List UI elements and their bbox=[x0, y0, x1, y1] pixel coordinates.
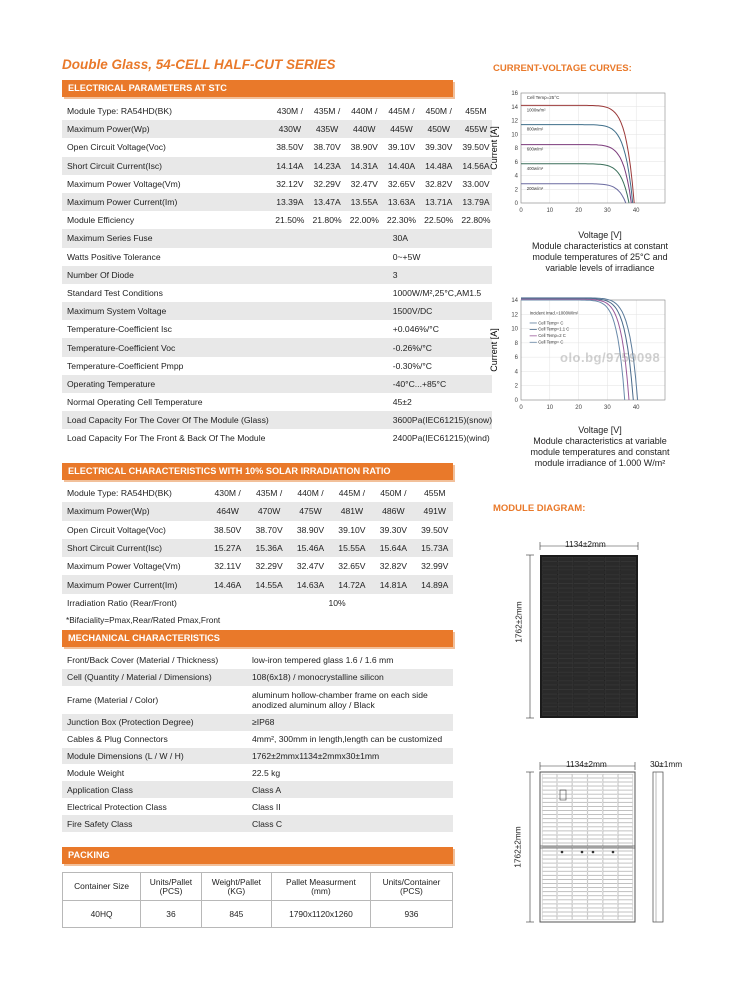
param-value: -40°C...+85°C bbox=[269, 375, 492, 393]
iv-chart-irradiance bbox=[485, 85, 675, 220]
x-tick-label: 30 bbox=[604, 208, 611, 214]
param-value: 13.71A bbox=[418, 193, 455, 211]
param-value: 39.10V bbox=[387, 142, 416, 153]
param-value: 15.73A bbox=[412, 539, 453, 557]
param-value: 450W bbox=[418, 120, 455, 138]
mech-row bbox=[62, 781, 453, 798]
mech-value: low-iron tempered glass 1.6 / 1.6 mm bbox=[252, 655, 394, 666]
y-tick-label: 12 bbox=[511, 312, 518, 319]
y-tick-label: 8 bbox=[514, 146, 518, 152]
param-label: Load Capacity For The Front & Back Of The Module bbox=[67, 433, 266, 444]
param-value: 30A bbox=[269, 229, 492, 247]
param-value: 38.90V bbox=[350, 142, 378, 153]
packing-column-header bbox=[271, 873, 370, 901]
param-value: 3 bbox=[269, 266, 492, 284]
header-line: Container Size bbox=[74, 881, 130, 891]
mech-row bbox=[62, 815, 453, 832]
model-type-label: Module Type: bbox=[67, 106, 119, 117]
param-value: 0~+5W bbox=[392, 251, 421, 262]
packing-header-row bbox=[63, 873, 453, 901]
param-value: 14.14A bbox=[269, 157, 306, 175]
chart1-caption bbox=[505, 230, 695, 274]
series-label: 400w/m² bbox=[526, 165, 544, 171]
x-axis-label: Voltage [V] bbox=[578, 230, 622, 240]
packing-value: 845 bbox=[201, 901, 271, 928]
param-label: Watts Positive Tolerance bbox=[67, 251, 161, 262]
irr-row bbox=[62, 557, 453, 575]
param-label: Operating Temperature bbox=[62, 375, 269, 393]
param-value: 14.89A bbox=[412, 575, 453, 593]
param-value: 22.80% bbox=[461, 215, 491, 226]
irr-ratio-row bbox=[62, 594, 453, 612]
param-value: 486W bbox=[370, 502, 411, 520]
y-tick-label: 10 bbox=[511, 326, 518, 333]
stc-row bbox=[62, 411, 492, 429]
model-header bbox=[246, 484, 287, 502]
packing-column-header bbox=[141, 873, 202, 901]
param-label: Standard Test Conditions bbox=[67, 287, 163, 298]
y-tick-label: 8 bbox=[514, 340, 518, 347]
x-tick-label: 20 bbox=[575, 405, 582, 411]
caption-line: variable levels of irradiance bbox=[545, 263, 655, 273]
param-label: Maximum Power(Wp) bbox=[62, 502, 204, 520]
y-tick-label: 4 bbox=[514, 173, 518, 180]
param-value: 445W bbox=[380, 120, 417, 138]
model-separator: / bbox=[300, 106, 303, 117]
bifaciality-note: *Bifaciality=Pmax,Rear/Rated Pmax,Front bbox=[66, 615, 221, 625]
model-separator: / bbox=[321, 488, 324, 499]
y-axis-label: Current [A] bbox=[489, 328, 499, 372]
param-value: 32.47V bbox=[350, 178, 378, 189]
mech-header: MECHANICAL CHARACTERISTICS bbox=[62, 630, 453, 647]
stc-row bbox=[62, 193, 492, 211]
model-type-cell bbox=[62, 102, 269, 120]
param-value: 32.65V bbox=[387, 178, 416, 189]
mech-row bbox=[62, 652, 453, 669]
packing-column-header bbox=[63, 873, 141, 901]
mech-value: Class A bbox=[247, 781, 453, 798]
module-front-diagram bbox=[525, 540, 655, 725]
irr-model-row bbox=[62, 484, 453, 502]
param-value: 13.39A bbox=[269, 193, 306, 211]
mech-row bbox=[62, 748, 453, 765]
irr-row bbox=[62, 502, 453, 520]
model-type-label: Module Type: RA54HD(BK) bbox=[67, 488, 172, 499]
model-name: 450M bbox=[380, 488, 402, 499]
back-width-label: 1134±2mm bbox=[566, 759, 607, 769]
param-label: Temperature-Coefficient Voc bbox=[62, 338, 269, 356]
stc-row bbox=[62, 157, 492, 175]
mech-value: 1762±2mmx1134±2mmx30±1mm bbox=[247, 748, 453, 765]
model-header bbox=[329, 484, 370, 502]
mech-label: Application Class bbox=[62, 781, 247, 798]
header-line: Units/Container bbox=[382, 876, 441, 887]
curves-title: CURRENT-VOLTAGE CURVES: bbox=[493, 63, 632, 74]
param-value: 14.63A bbox=[287, 575, 328, 593]
mech-row bbox=[62, 798, 453, 815]
model-separator: / bbox=[279, 488, 283, 499]
stc-row bbox=[62, 211, 492, 229]
stc-row bbox=[62, 120, 492, 138]
legend-label: Incident Irrad.=1000W/m² bbox=[529, 310, 579, 316]
param-value: +0.046%/°C bbox=[392, 324, 439, 335]
mech-value: 22.5 kg bbox=[252, 767, 281, 778]
param-value: 15.46A bbox=[287, 539, 328, 557]
mech-label: Front/Back Cover (Material / Thickness) bbox=[67, 655, 219, 666]
param-value: 39.10V bbox=[338, 524, 366, 535]
param-value: 21.50% bbox=[275, 215, 305, 226]
model-header bbox=[412, 484, 453, 502]
param-value: 32.12V bbox=[276, 178, 304, 189]
irr-header: ELECTRICAL CHARACTERISTICS WITH 10% SOLAR IRRADIATION RATIO bbox=[62, 463, 453, 480]
param-value: 14.72A bbox=[329, 575, 370, 593]
param-value: 32.65V bbox=[338, 561, 366, 572]
param-value: 491W bbox=[412, 502, 453, 520]
model-name: 440M bbox=[297, 488, 319, 499]
param-value: 38.70V bbox=[255, 524, 283, 535]
front-width-label: 1134±2mm bbox=[565, 539, 606, 549]
mech-row bbox=[62, 669, 453, 686]
model-name: 450M bbox=[425, 106, 448, 117]
param-label: Irradiation Ratio (Rear/Front) bbox=[67, 597, 177, 608]
param-value: 39.50V bbox=[462, 142, 490, 153]
param-label: Maximum Power Voltage(Vm) bbox=[67, 178, 181, 189]
param-value: 430W bbox=[269, 120, 306, 138]
y-tick-label: 0 bbox=[514, 201, 518, 207]
param-value: -0.30%/°C bbox=[392, 360, 432, 371]
param-value: 15.64A bbox=[370, 539, 411, 557]
chart2-caption bbox=[505, 425, 695, 469]
param-value: 435W bbox=[306, 120, 343, 138]
stc-row bbox=[62, 229, 492, 247]
param-value: 455W bbox=[455, 120, 492, 138]
param-value: 470W bbox=[246, 502, 287, 520]
model-separator: / bbox=[412, 106, 415, 117]
stc-row bbox=[62, 320, 492, 338]
param-value: 32.82V bbox=[379, 561, 407, 572]
mech-value: Class II bbox=[252, 801, 281, 812]
param-value: 22.50% bbox=[424, 215, 454, 226]
stc-row bbox=[62, 266, 492, 284]
packing-column-header bbox=[201, 873, 271, 901]
param-value: 440W bbox=[343, 120, 380, 138]
series-line bbox=[521, 145, 631, 203]
stc-row bbox=[62, 429, 492, 447]
param-value: 3600Pa(IEC61215)(snow) bbox=[269, 411, 492, 429]
back-height-label: 1762±2mm bbox=[512, 826, 523, 868]
stc-row bbox=[62, 175, 492, 193]
param-label: Normal Operating Cell Temperature bbox=[67, 397, 203, 408]
param-label: Short Circuit Current(Isc) bbox=[62, 157, 269, 175]
param-value: 14.23A bbox=[306, 157, 343, 175]
header-line: (mm) bbox=[311, 885, 331, 896]
y-tick-label: 4 bbox=[514, 369, 518, 376]
param-value: 22.30% bbox=[386, 215, 417, 226]
header-line: Units/Pallet bbox=[149, 876, 193, 887]
y-axis-label: Current [A] bbox=[489, 126, 499, 170]
param-value: 481W bbox=[329, 502, 370, 520]
param-value: 14.46A bbox=[204, 575, 245, 593]
param-value: 1000W/M²,25°C,AM1.5 bbox=[392, 287, 482, 298]
module-back-diagram bbox=[525, 760, 695, 930]
packing-value: 36 bbox=[141, 901, 202, 928]
stc-row bbox=[62, 338, 492, 356]
param-value: 32.11V bbox=[214, 561, 241, 572]
param-value: 13.79A bbox=[455, 193, 492, 211]
param-value: 39.30V bbox=[379, 524, 407, 535]
param-value: 39.30V bbox=[425, 142, 453, 153]
header-line: (PCS) bbox=[159, 885, 183, 896]
irr-row bbox=[62, 521, 453, 539]
model-name: 440M bbox=[351, 106, 373, 117]
param-value: 14.56A bbox=[455, 157, 492, 175]
stc-row bbox=[62, 393, 492, 411]
mech-label: Cell (Quantity / Material / Dimensions) bbox=[62, 669, 247, 686]
series-label: 600w/m² bbox=[526, 146, 544, 152]
param-value: 38.50V bbox=[214, 524, 242, 535]
y-tick-label: 6 bbox=[514, 355, 518, 362]
mech-label: Module Weight bbox=[67, 767, 125, 778]
x-tick-label: 0 bbox=[519, 208, 523, 214]
y-tick-label: 10 bbox=[511, 132, 518, 139]
irr-row bbox=[62, 575, 453, 593]
model-name: 455M bbox=[424, 488, 446, 499]
param-value: 22.00% bbox=[349, 215, 379, 226]
legend-label: Cell Temp=25°C bbox=[526, 95, 560, 101]
param-label: Number Of Diode bbox=[62, 266, 269, 284]
y-tick-label: 6 bbox=[514, 159, 518, 166]
series-label: 200w/m² bbox=[526, 185, 544, 191]
model-name: 445M bbox=[338, 488, 361, 499]
model-header bbox=[418, 102, 455, 120]
model-name: 430M bbox=[214, 488, 237, 499]
y-tick-label: 14 bbox=[511, 298, 518, 304]
param-value: 14.55A bbox=[246, 575, 287, 593]
header-line: Weight/Pallet bbox=[211, 876, 261, 887]
x-tick-label: 20 bbox=[575, 208, 582, 214]
param-label: Load Capacity For The Cover Of The Module (Glass) bbox=[62, 411, 269, 429]
model-separator: / bbox=[375, 106, 378, 117]
model-name: 445M bbox=[388, 106, 410, 117]
packing-value: 1790x1120x1260 bbox=[271, 901, 370, 928]
series-label: 1000w/m² bbox=[526, 107, 546, 113]
model-header bbox=[380, 102, 417, 120]
stc-row bbox=[62, 138, 492, 156]
page-title: Double Glass, 54-CELL HALF-CUT SERIES bbox=[62, 57, 336, 72]
mech-label: Module Dimensions (L / W / H) bbox=[62, 748, 247, 765]
mech-value: Class C bbox=[247, 815, 453, 832]
model-separator: / bbox=[449, 106, 452, 117]
y-tick-label: 14 bbox=[511, 104, 518, 111]
y-tick-label: 16 bbox=[511, 91, 518, 97]
model-separator: / bbox=[238, 488, 241, 499]
y-tick-label: 0 bbox=[514, 398, 518, 404]
x-axis-label: Voltage [V] bbox=[578, 425, 622, 435]
series-label: Cell Temp=2 C bbox=[538, 333, 566, 339]
stc-row bbox=[62, 248, 492, 266]
series-label: 800w/m² bbox=[526, 126, 544, 132]
mech-value bbox=[247, 686, 453, 714]
model-header bbox=[306, 102, 343, 120]
mech-value: ≥IP68 bbox=[247, 714, 453, 731]
y-tick-label: 12 bbox=[511, 118, 518, 125]
x-tick-label: 40 bbox=[632, 405, 640, 411]
model-header bbox=[287, 484, 328, 502]
model-name: 430M bbox=[276, 106, 299, 117]
watermark: olo.bg/9759098 bbox=[560, 350, 661, 365]
model-separator: / bbox=[404, 488, 407, 499]
series-label: Cell Temp= C bbox=[538, 320, 564, 326]
param-label: Maximum Power(Wp) bbox=[62, 120, 269, 138]
mech-row bbox=[62, 686, 453, 714]
y-tick-label: 2 bbox=[514, 383, 518, 390]
param-value: 15.36A bbox=[246, 539, 287, 557]
param-value: 14.31A bbox=[343, 157, 380, 175]
param-value: 32.47V bbox=[296, 561, 325, 572]
y-tick-label: 2 bbox=[514, 187, 518, 194]
stc-row bbox=[62, 302, 492, 320]
caption-line: module irradiance of 1.000 W/m² bbox=[534, 458, 666, 468]
param-value: 32.29V bbox=[255, 561, 283, 572]
mech-label: Electrical Protection Class bbox=[67, 801, 167, 812]
packing-value: 40HQ bbox=[63, 901, 141, 928]
model-name: 435M bbox=[255, 488, 278, 499]
mech-table bbox=[62, 652, 453, 832]
stc-table bbox=[62, 102, 492, 448]
param-value: 39.50V bbox=[421, 524, 449, 535]
mech-row bbox=[62, 714, 453, 731]
param-label: Maximum System Voltage bbox=[62, 302, 269, 320]
param-value: 10% bbox=[328, 597, 346, 608]
model-separator: / bbox=[362, 488, 366, 499]
param-value: 15.55A bbox=[329, 539, 370, 557]
stc-row bbox=[62, 375, 492, 393]
model-header bbox=[269, 102, 306, 120]
stc-row bbox=[62, 357, 492, 375]
param-value: 21.80% bbox=[312, 215, 342, 226]
param-value: 13.55A bbox=[343, 193, 380, 211]
mech-label: Fire Safety Class bbox=[62, 815, 247, 832]
x-tick-label: 40 bbox=[632, 208, 640, 214]
thickness-label: 30±1mm bbox=[650, 759, 683, 769]
caption-line: Module characteristics at constant bbox=[531, 241, 669, 251]
irr-table bbox=[62, 484, 453, 612]
header-line: (KG) bbox=[227, 885, 246, 896]
param-value: 14.81A bbox=[370, 575, 411, 593]
model-separator: / bbox=[337, 106, 341, 117]
param-label: Open Circuit Voltage(Voc) bbox=[67, 142, 166, 153]
x-tick-label: 30 bbox=[604, 405, 611, 411]
mech-label: Frame (Material / Color) bbox=[67, 694, 159, 705]
mech-row bbox=[62, 731, 453, 748]
model-name: 435M bbox=[313, 106, 336, 117]
x-tick-label: 0 bbox=[519, 405, 523, 411]
model-header bbox=[343, 102, 380, 120]
param-value: 13.63A bbox=[380, 193, 417, 211]
param-value: 475W bbox=[287, 502, 328, 520]
model-type-value: RA54HD(BK) bbox=[120, 106, 172, 117]
caption-line: Module characteristics at variable bbox=[533, 436, 667, 446]
irr-row bbox=[62, 539, 453, 557]
x-tick-label: 10 bbox=[546, 208, 554, 214]
mech-value-line: aluminum hollow-chamber frame on each side bbox=[252, 689, 428, 700]
param-value: 14.48A bbox=[418, 157, 455, 175]
caption-line: module temperatures and constant bbox=[530, 447, 670, 457]
mech-label: Junction Box (Protection Degree) bbox=[62, 714, 247, 731]
param-value: 13.47A bbox=[306, 193, 343, 211]
packing-header: PACKING bbox=[62, 847, 453, 864]
mech-value: 4mm², 300mm in length,length can be customized bbox=[252, 734, 443, 745]
param-label: Maximum Power Current(Im) bbox=[62, 575, 204, 593]
series-label: Cell Temp= C bbox=[538, 339, 564, 345]
param-value: 464W bbox=[204, 502, 245, 520]
param-value: 32.82V bbox=[425, 178, 453, 189]
diagram-title: MODULE DIAGRAM: bbox=[493, 503, 586, 514]
param-value: 32.29V bbox=[313, 178, 341, 189]
param-label: Open Circuit Voltage(Voc) bbox=[67, 524, 166, 535]
param-value: 38.70V bbox=[313, 142, 341, 153]
model-name: 455M bbox=[465, 106, 487, 117]
mech-row bbox=[62, 764, 453, 781]
packing-value: 936 bbox=[370, 901, 452, 928]
param-value: 32.99V bbox=[421, 561, 449, 572]
param-label: Maximum Series Fuse bbox=[62, 229, 269, 247]
param-value: -0.26%/°C bbox=[269, 338, 492, 356]
param-label: Short Circuit Current(Isc) bbox=[62, 539, 204, 557]
param-value: 14.40A bbox=[380, 157, 417, 175]
packing-value-row bbox=[63, 901, 453, 928]
param-value: 33.00V bbox=[462, 178, 490, 189]
param-value: 38.90V bbox=[296, 524, 325, 535]
model-header bbox=[370, 484, 411, 502]
param-label: Maximum Power Current(Im) bbox=[62, 193, 269, 211]
param-value: 38.50V bbox=[276, 142, 304, 153]
param-label: Maximum Power Voltage(Vm) bbox=[67, 561, 181, 572]
packing-column-header bbox=[370, 873, 452, 901]
header-line: Pallet Measurment bbox=[286, 876, 356, 887]
mech-value: 108(6x18) / monocrystalline silicon bbox=[247, 669, 453, 686]
caption-line: module temperatures of 25°C and bbox=[532, 252, 668, 262]
param-value: 15.27A bbox=[204, 539, 245, 557]
x-tick-label: 10 bbox=[546, 405, 554, 411]
model-header bbox=[204, 484, 245, 502]
packing-table bbox=[62, 872, 453, 928]
header-line: (PCS) bbox=[400, 885, 423, 896]
stc-header: ELECTRICAL PARAMETERS AT STC bbox=[62, 80, 453, 97]
mech-label: Cables & Plug Connectors bbox=[67, 734, 168, 745]
stc-model-row bbox=[62, 102, 492, 120]
param-label: Temperature-Coefficient Isc bbox=[67, 324, 172, 335]
param-value: 1500V/DC bbox=[269, 302, 492, 320]
front-height-label: 1762±2mm bbox=[513, 601, 524, 643]
param-value: 2400Pa(IEC61215)(wind) bbox=[392, 433, 490, 444]
mech-value-line: anodized aluminum alloy / Black bbox=[252, 699, 375, 710]
series-label: Cell Temp=1.1 C bbox=[538, 326, 570, 332]
param-value: 45±2 bbox=[392, 397, 412, 408]
stc-row bbox=[62, 284, 492, 302]
param-label: Temperature-Coefficient Pmpp bbox=[67, 360, 184, 371]
param-label: Module Efficiency bbox=[67, 215, 135, 226]
